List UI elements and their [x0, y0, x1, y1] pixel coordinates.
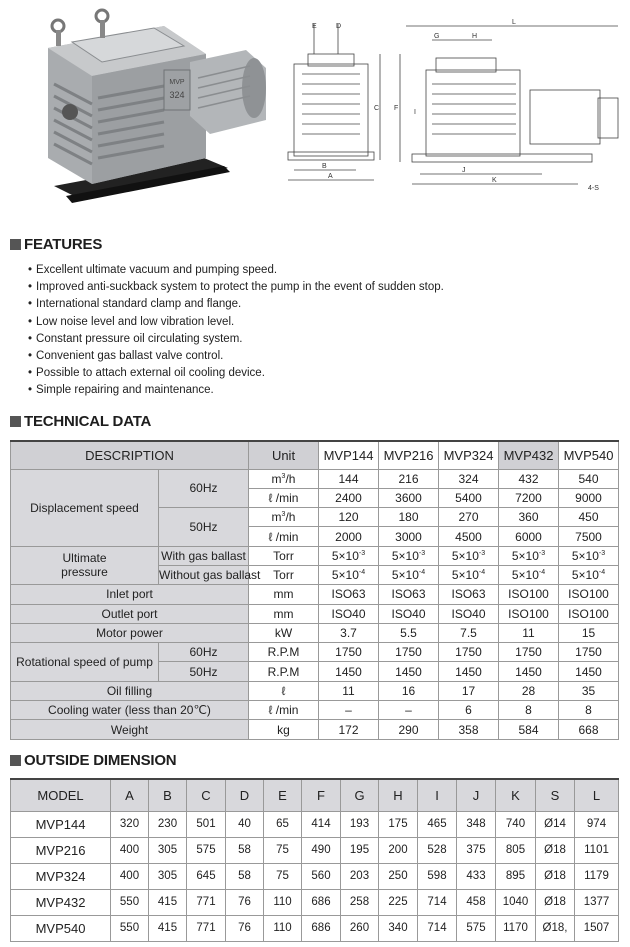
value-cell: $5\times 10^{-3}$: [319, 546, 379, 565]
row-label: Motor power: [11, 623, 249, 642]
feature-item: • Excellent ultimate vacuum and pumping speed.: [28, 262, 444, 279]
hz-label: 50Hz: [159, 662, 249, 681]
value-cell: $5\times 10^{-4}$: [379, 565, 439, 584]
value-cell: 1450: [319, 662, 379, 681]
dimension-cell: 195: [341, 837, 379, 863]
tech-row: [11, 604, 619, 623]
model-header: MVP324: [439, 441, 499, 469]
dimension-cell: 550: [111, 889, 149, 915]
model-cell: MVP144: [11, 811, 111, 837]
hz-label: 50Hz: [159, 508, 249, 547]
value-cell: 172: [319, 720, 379, 739]
dimension-cell: 193: [341, 811, 379, 837]
model-cell: MVP216: [11, 837, 111, 863]
value-cell: 1750: [499, 643, 559, 662]
exponent: -4: [358, 569, 366, 577]
dimension-header: K: [496, 779, 536, 811]
ultimate-label-line: Ultimate: [62, 551, 107, 566]
dimension-cell: 65: [264, 811, 302, 837]
value-cell: 1450: [499, 662, 559, 681]
rotational-speed-label: Rotational speed of pump: [11, 643, 159, 682]
model-header: MVP540: [559, 441, 619, 469]
section-square-icon: [10, 755, 21, 766]
value-cell: $5\times 10^{-4}$: [499, 565, 559, 584]
side-label-i: I: [414, 109, 416, 116]
exponent: -4: [418, 569, 426, 577]
value-cell: ISO40: [439, 604, 499, 623]
dimension-cell: 740: [496, 811, 536, 837]
photo-label-line1: MVP: [169, 79, 185, 86]
side-label-4s: 4-S: [588, 185, 599, 192]
dimension-cell: 75: [264, 837, 302, 863]
dimension-cell: 686: [302, 889, 341, 915]
dimension-cell: 415: [149, 889, 187, 915]
model-cell: MVP432: [11, 889, 111, 915]
dims-row: [11, 811, 619, 837]
ultimate-pressure-label: [11, 546, 159, 585]
value-cell: 180: [379, 508, 439, 527]
dimension-header: A: [111, 779, 149, 811]
unit-cell: Torr: [249, 565, 319, 584]
technical-data-title: TECHNICAL DATA: [24, 413, 152, 430]
dimension-cell: 433: [457, 863, 496, 889]
dimension-header: J: [457, 779, 496, 811]
value-cell: ISO63: [379, 585, 439, 604]
value-cell: 216: [379, 469, 439, 488]
dims-row: [11, 915, 619, 941]
model-header: MVP216: [379, 441, 439, 469]
tech-row: [11, 469, 619, 488]
dimension-cell: 110: [264, 889, 302, 915]
front-label-d: D: [336, 23, 342, 30]
tech-header-row: [11, 441, 619, 469]
exponent: -3: [358, 549, 366, 557]
dimension-cell: 528: [418, 837, 457, 863]
dimension-cell: 1101: [575, 837, 619, 863]
side-label-h: H: [472, 33, 478, 40]
tech-row: [11, 585, 619, 604]
front-view-drawing: [284, 14, 384, 186]
exponent: -3: [538, 549, 546, 557]
dimension-cell: 76: [226, 915, 264, 941]
value-cell: 11: [319, 681, 379, 700]
value-cell: ISO63: [319, 585, 379, 604]
value-cell: 358: [439, 720, 499, 739]
description-header: DESCRIPTION: [11, 441, 249, 469]
dimension-cell: Ø18: [536, 863, 575, 889]
row-label: Outlet port: [11, 604, 249, 623]
dimension-cell: Ø18: [536, 837, 575, 863]
outside-dimension-table: [10, 778, 619, 942]
dimension-cell: 465: [418, 811, 457, 837]
dimension-cell: 805: [496, 837, 536, 863]
value-cell: 540: [559, 469, 619, 488]
unit-superscript: 3: [281, 511, 286, 519]
value-cell: 1750: [379, 643, 439, 662]
dimension-cell: 415: [149, 915, 187, 941]
value-cell: –: [379, 701, 439, 720]
dimension-header: C: [187, 779, 226, 811]
dimension-cell: 76: [226, 889, 264, 915]
value-cell: 8: [559, 701, 619, 720]
dimension-cell: 1040: [496, 889, 536, 915]
feature-item: • Constant pressure oil circulating system.: [28, 331, 444, 348]
dimension-cell: 260: [341, 915, 379, 941]
dimension-cell: 598: [418, 863, 457, 889]
feature-item: • Possible to attach external oil cooling device.: [28, 365, 444, 382]
value-cell: 3.7: [319, 623, 379, 642]
value-cell: 324: [439, 469, 499, 488]
dimension-cell: 305: [149, 863, 187, 889]
dimension-cell: 575: [187, 837, 226, 863]
value-cell: 1450: [379, 662, 439, 681]
unit-cell: ℓ /min: [249, 527, 319, 546]
dimension-cell: 305: [149, 837, 187, 863]
dims-row: [11, 863, 619, 889]
tech-row: [11, 720, 619, 739]
value-cell: ISO100: [499, 585, 559, 604]
dimension-cell: 58: [226, 837, 264, 863]
value-cell: 6000: [499, 527, 559, 546]
front-label-c: C: [374, 105, 380, 112]
value-cell: ISO40: [379, 604, 439, 623]
value-cell: $5\times 10^{-3}$: [379, 546, 439, 565]
dimension-cell: 1179: [575, 863, 619, 889]
value-cell: ISO100: [499, 604, 559, 623]
dimension-cell: Ø14: [536, 811, 575, 837]
dimension-cell: 895: [496, 863, 536, 889]
value-cell: 11: [499, 623, 559, 642]
value-cell: $5\times 10^{-4}$: [319, 565, 379, 584]
dimension-header: I: [418, 779, 457, 811]
pump-photo: [14, 8, 276, 220]
side-label-g: G: [434, 33, 440, 40]
dimension-cell: 110: [264, 915, 302, 941]
value-cell: 668: [559, 720, 619, 739]
dimension-cell: 1377: [575, 889, 619, 915]
value-cell: $5\times 10^{-4}$: [559, 565, 619, 584]
value-cell: 4500: [439, 527, 499, 546]
dimension-cell: 230: [149, 811, 187, 837]
value-cell: 7500: [559, 527, 619, 546]
value-cell: 432: [499, 469, 559, 488]
dimension-header: F: [302, 779, 341, 811]
unit-cell: Torr: [249, 546, 319, 565]
technical-data-heading: [10, 413, 151, 430]
feature-item: • International standard clamp and flange.: [28, 296, 444, 313]
model-cell: MVP324: [11, 863, 111, 889]
exponent: -4: [538, 569, 546, 577]
photo-label-line2: 324: [169, 90, 185, 100]
unit-cell: kg: [249, 720, 319, 739]
model-header: MVP432: [499, 441, 559, 469]
hz-label: 60Hz: [159, 469, 249, 508]
dimension-cell: Ø18: [536, 889, 575, 915]
side-label-k: K: [492, 177, 497, 184]
unit-cell: R.P.M: [249, 643, 319, 662]
unit-cell: $m^3/h$: [249, 469, 319, 488]
value-cell: 7.5: [439, 623, 499, 642]
dimension-cell: 400: [111, 837, 149, 863]
value-cell: 3600: [379, 488, 439, 507]
outside-dimension-heading: [10, 752, 176, 769]
value-cell: 6: [439, 701, 499, 720]
dimension-cell: 225: [379, 889, 418, 915]
dimension-cell: 375: [457, 837, 496, 863]
value-cell: 120: [319, 508, 379, 527]
exponent: -3: [598, 549, 606, 557]
dimension-cell: 348: [457, 811, 496, 837]
row-label: Cooling water (less than 20℃): [11, 701, 249, 720]
dimension-cell: 40: [226, 811, 264, 837]
value-cell: 5400: [439, 488, 499, 507]
hz-label: 60Hz: [159, 643, 249, 662]
side-label-j: J: [462, 167, 466, 174]
dimension-cell: 414: [302, 811, 341, 837]
value-cell: 270: [439, 508, 499, 527]
dimension-cell: 340: [379, 915, 418, 941]
section-square-icon: [10, 239, 21, 250]
dimension-cell: 560: [302, 863, 341, 889]
feature-item: • Convenient gas ballast valve control.: [28, 348, 444, 365]
dims-row: [11, 837, 619, 863]
value-cell: 9000: [559, 488, 619, 507]
dimension-cell: 200: [379, 837, 418, 863]
dimension-cell: 175: [379, 811, 418, 837]
displacement-label: Displacement speed: [11, 469, 159, 546]
value-cell: ISO63: [439, 585, 499, 604]
dims-row: [11, 889, 619, 915]
value-cell: 1750: [559, 643, 619, 662]
unit-cell: R.P.M: [249, 662, 319, 681]
dimension-cell: 320: [111, 811, 149, 837]
row-label: Weight: [11, 720, 249, 739]
value-cell: 17: [439, 681, 499, 700]
exponent: -4: [598, 569, 606, 577]
side-label-f: F: [394, 105, 399, 112]
technical-data-table: [10, 440, 619, 740]
unit-cell: ℓ /min: [249, 488, 319, 507]
value-cell: ISO100: [559, 585, 619, 604]
model-header: MVP144: [319, 441, 379, 469]
front-label-a: A: [328, 173, 333, 180]
feature-item: • Low noise level and low vibration level.: [28, 314, 444, 331]
tech-row: [11, 546, 619, 565]
dimension-cell: 714: [418, 915, 457, 941]
exponent: -4: [478, 569, 486, 577]
unit-cell: mm: [249, 604, 319, 623]
section-square-icon: [10, 416, 21, 427]
ultimate-label-line: pressure: [61, 565, 108, 580]
dimension-cell: 575: [457, 915, 496, 941]
dimension-header: H: [379, 779, 418, 811]
value-cell: 3000: [379, 527, 439, 546]
dimension-header: E: [264, 779, 302, 811]
dimension-cell: 250: [379, 863, 418, 889]
model-cell: MVP540: [11, 915, 111, 941]
row-label: Oil filling: [11, 681, 249, 700]
unit-superscript: 3: [281, 472, 286, 480]
value-cell: 1750: [439, 643, 499, 662]
dims-header-row: [11, 779, 619, 811]
value-cell: $5\times 10^{-3}$: [439, 546, 499, 565]
dimension-cell: 771: [187, 889, 226, 915]
value-cell: ISO40: [319, 604, 379, 623]
value-cell: 1450: [559, 662, 619, 681]
dimension-cell: 771: [187, 915, 226, 941]
tech-row: [11, 701, 619, 720]
features-heading: [10, 236, 102, 253]
value-cell: 2000: [319, 527, 379, 546]
features-list: [28, 262, 444, 400]
value-cell: $5\times 10^{-3}$: [499, 546, 559, 565]
dimension-cell: 1170: [496, 915, 536, 941]
value-cell: 2400: [319, 488, 379, 507]
feature-item: • Improved anti-suckback system to protect the pump in the event of sudden stop.: [28, 279, 444, 296]
front-label-b: B: [322, 163, 327, 170]
dimension-cell: 686: [302, 915, 341, 941]
tech-row: [11, 643, 619, 662]
front-label-e: E: [312, 23, 317, 30]
unit-cell: ℓ /min: [249, 701, 319, 720]
dimension-cell: 714: [418, 889, 457, 915]
side-label-l: L: [512, 19, 516, 26]
dimension-cell: 400: [111, 863, 149, 889]
exponent: -3: [478, 549, 486, 557]
value-cell: 7200: [499, 488, 559, 507]
value-cell: 450: [559, 508, 619, 527]
dimension-header: D: [226, 779, 264, 811]
dimension-cell: 458: [457, 889, 496, 915]
value-cell: 584: [499, 720, 559, 739]
gas-ballast-label: Without gas ballast: [159, 565, 249, 584]
value-cell: 1450: [439, 662, 499, 681]
gas-ballast-label: With gas ballast: [159, 546, 249, 565]
tech-row: [11, 623, 619, 642]
dimension-header: S: [536, 779, 575, 811]
value-cell: 35: [559, 681, 619, 700]
value-cell: 15: [559, 623, 619, 642]
feature-item: • Simple repairing and maintenance.: [28, 382, 444, 399]
dimension-cell: 490: [302, 837, 341, 863]
dimension-cell: 645: [187, 863, 226, 889]
dimension-header: L: [575, 779, 619, 811]
value-cell: 290: [379, 720, 439, 739]
dimension-cell: 58: [226, 863, 264, 889]
side-view-drawing: [392, 14, 626, 192]
value-cell: 5.5: [379, 623, 439, 642]
dimension-cell: 501: [187, 811, 226, 837]
value-cell: 16: [379, 681, 439, 700]
value-cell: $5\times 10^{-4}$: [439, 565, 499, 584]
unit-cell: mm: [249, 585, 319, 604]
outside-dimension-title: OUTSIDE DIMENSION: [24, 752, 177, 769]
dimension-cell: 1507: [575, 915, 619, 941]
unit-cell: kW: [249, 623, 319, 642]
dimension-header: B: [149, 779, 187, 811]
dimension-cell: 258: [341, 889, 379, 915]
model-column-header: MODEL: [11, 779, 111, 811]
dimension-header: G: [341, 779, 379, 811]
exponent: -3: [418, 549, 426, 557]
value-cell: 28: [499, 681, 559, 700]
value-cell: 360: [499, 508, 559, 527]
features-title: FEATURES: [24, 236, 103, 253]
dimension-cell: 203: [341, 863, 379, 889]
value-cell: 1750: [319, 643, 379, 662]
dimension-cell: 974: [575, 811, 619, 837]
unit-cell: $m^3/h$: [249, 508, 319, 527]
value-cell: ISO100: [559, 604, 619, 623]
dimension-cell: 550: [111, 915, 149, 941]
dimension-cell: 75: [264, 863, 302, 889]
unit-header: Unit: [249, 441, 319, 469]
tech-row: [11, 681, 619, 700]
row-label: Inlet port: [11, 585, 249, 604]
value-cell: 144: [319, 469, 379, 488]
value-cell: $5\times 10^{-3}$: [559, 546, 619, 565]
unit-cell: ℓ: [249, 681, 319, 700]
dimension-cell: Ø18,: [536, 915, 575, 941]
value-cell: –: [319, 701, 379, 720]
value-cell: 8: [499, 701, 559, 720]
